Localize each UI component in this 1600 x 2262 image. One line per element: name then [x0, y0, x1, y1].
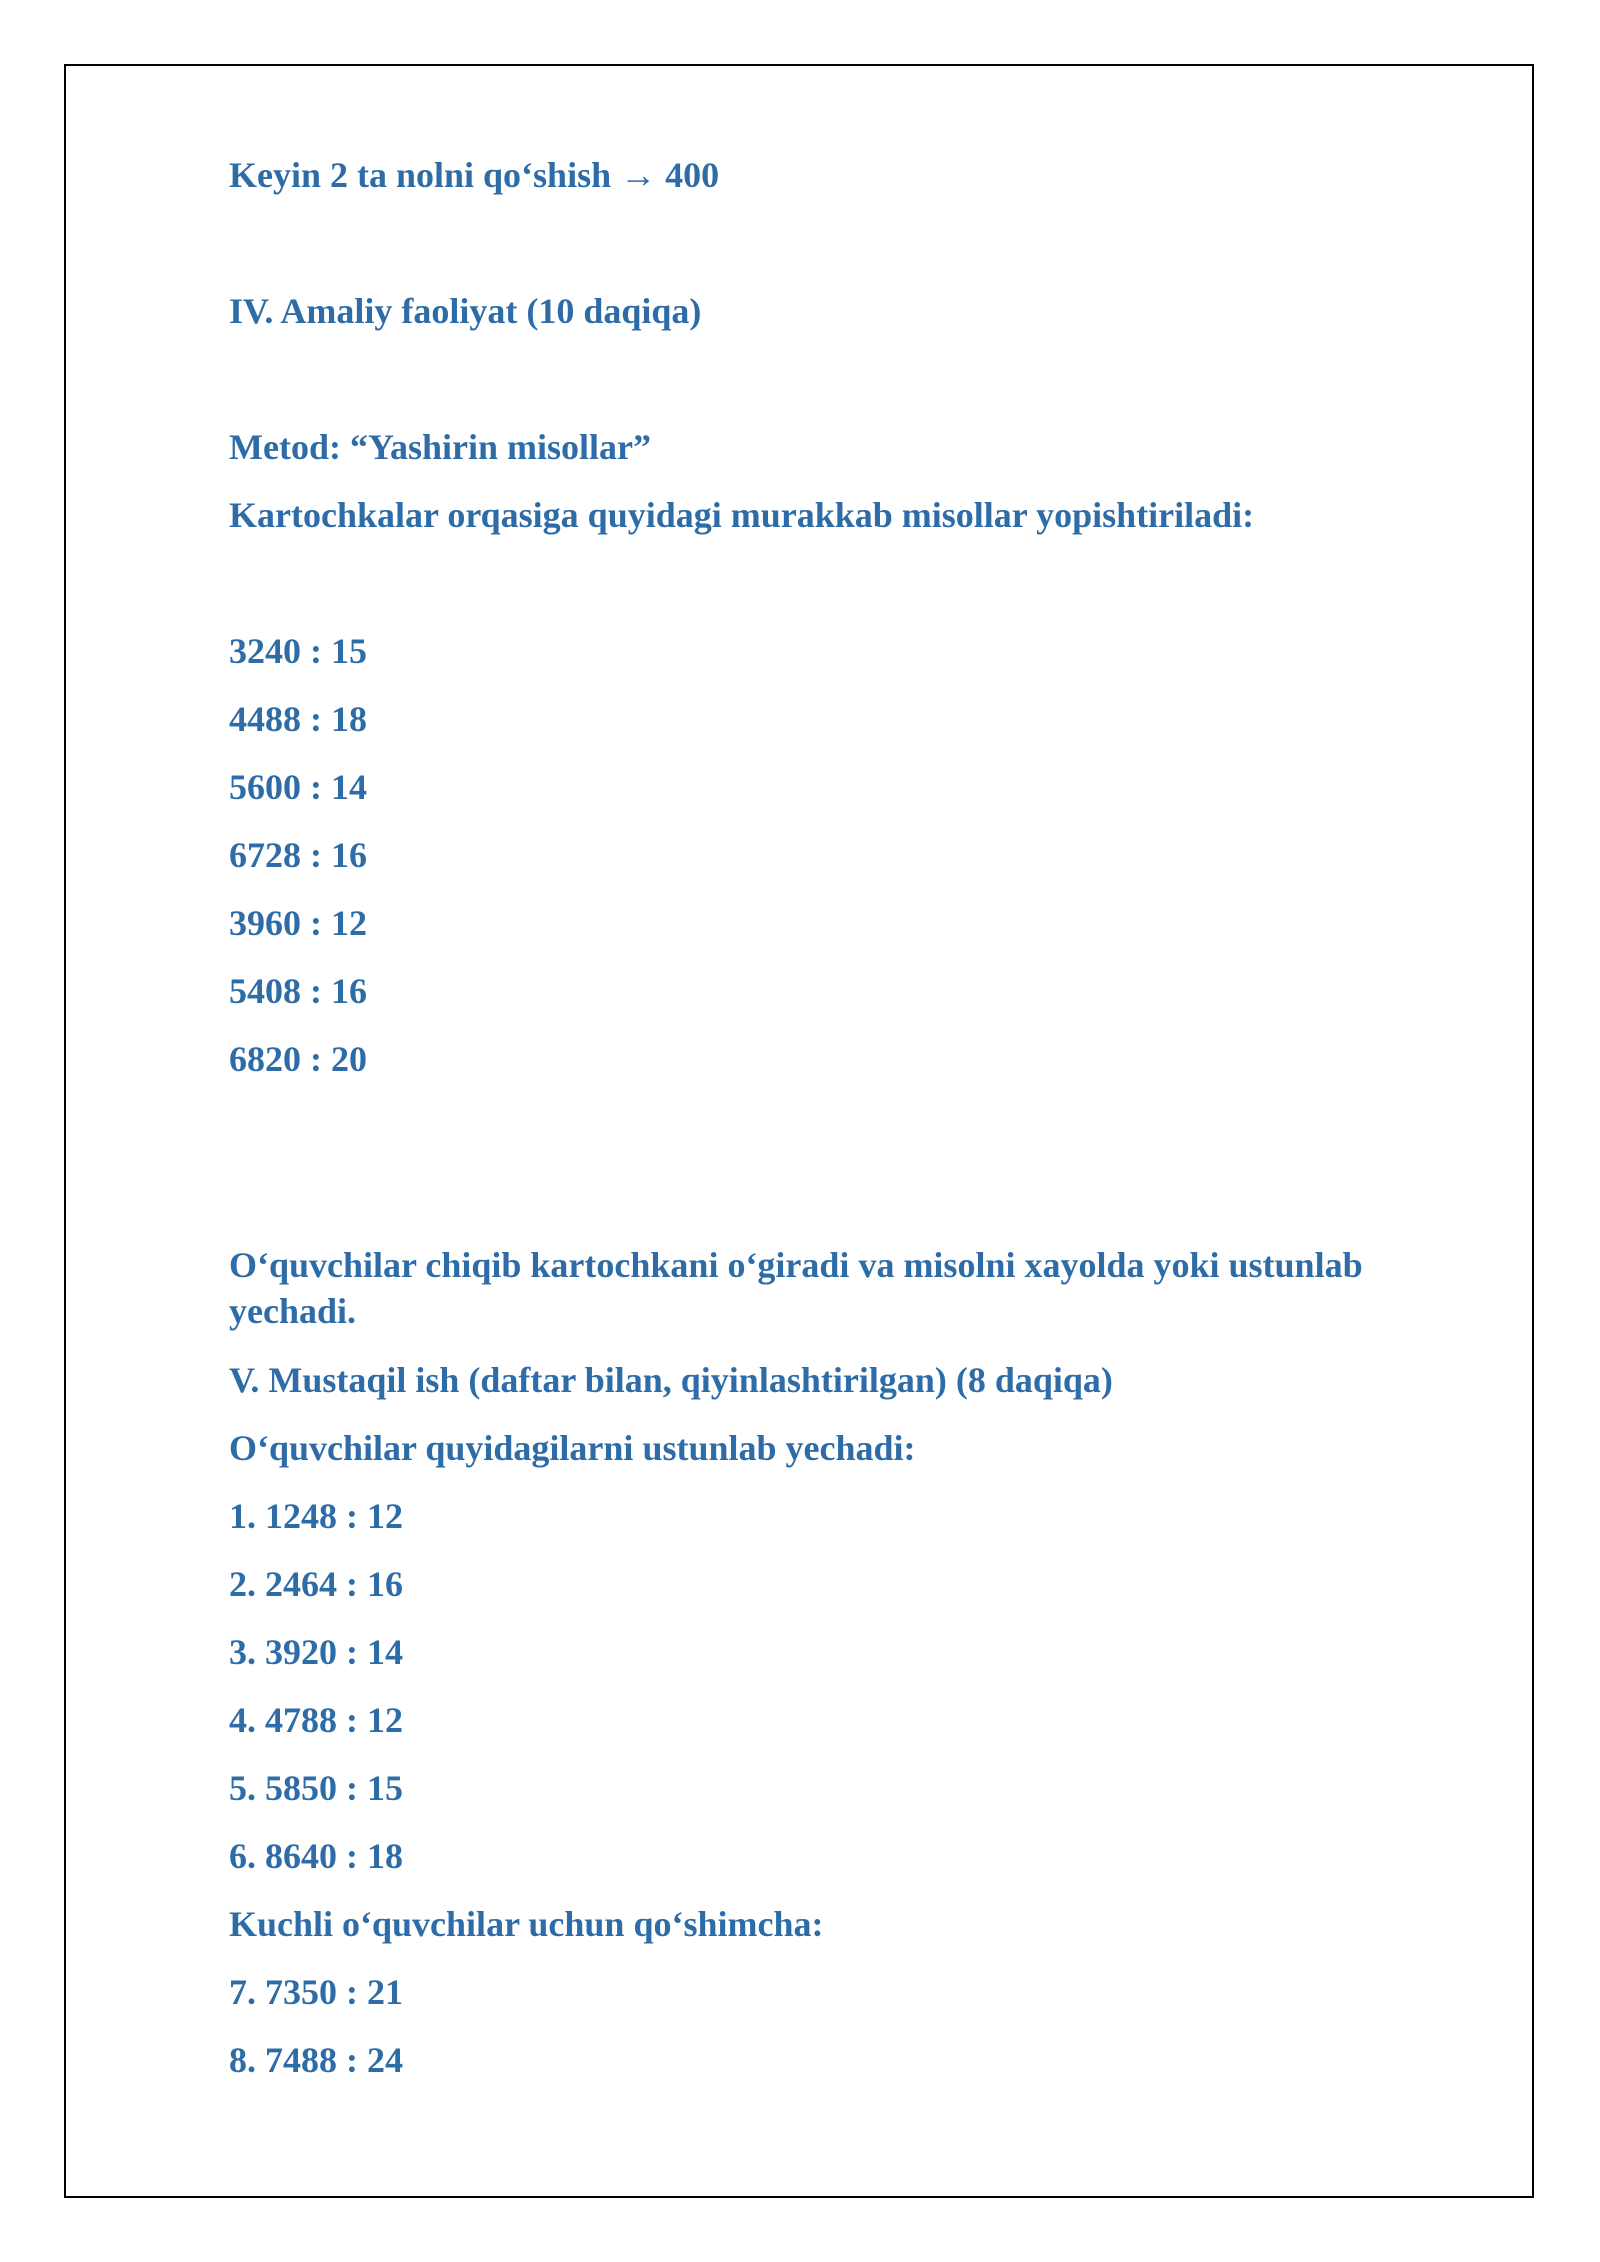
pupils-action-paragraph: O‘quvchilar chiqib kartochkani o‘giradi va misolni xayolda yoki ustunlab yechadi.: [229, 1245, 1363, 1331]
hidden-example: 6728 : 16: [229, 835, 367, 875]
independent-task: 6. 8640 : 18: [229, 1836, 403, 1876]
hidden-example: 4488 : 18: [229, 699, 367, 739]
independent-task: 3. 3920 : 14: [229, 1632, 403, 1672]
extra-heading: Kuchli o‘quvchilar uchun qo‘shimcha:: [229, 1904, 824, 1944]
method-line: Metod: “Yashirin misollar”: [229, 427, 651, 467]
hidden-example: 3240 : 15: [229, 631, 367, 671]
hidden-example: 6820 : 20: [229, 1039, 367, 1079]
extra-task: 7. 7350 : 21: [229, 1972, 403, 2012]
independent-task: 5. 5850 : 15: [229, 1768, 403, 1808]
hidden-example: 5600 : 14: [229, 767, 367, 807]
section-4-heading: IV. Amaliy faoliyat (10 daqiqa): [229, 291, 702, 331]
extra-task: 8. 7488 : 24: [229, 2040, 403, 2080]
independent-task: 1. 1248 : 12: [229, 1496, 403, 1536]
intro-line: Keyin 2 ta nolni qo‘shish → 400: [229, 155, 720, 195]
hidden-example: 5408 : 16: [229, 971, 367, 1011]
cards-line: Kartochkalar orqasiga quyidagi murakkab misollar yopishtiriladi:: [229, 495, 1255, 535]
independent-task: 2. 2464 : 16: [229, 1564, 403, 1604]
section-5-heading: V. Mustaqil ish (daftar bilan, qiyinlashtirilgan) (8 daqiqa): [229, 1360, 1113, 1400]
hidden-example: 3960 : 12: [229, 903, 367, 943]
independent-task: 4. 4788 : 12: [229, 1700, 403, 1740]
pupils-solve-line: O‘quvchilar quyidagilarni ustunlab yechadi:: [229, 1428, 916, 1468]
